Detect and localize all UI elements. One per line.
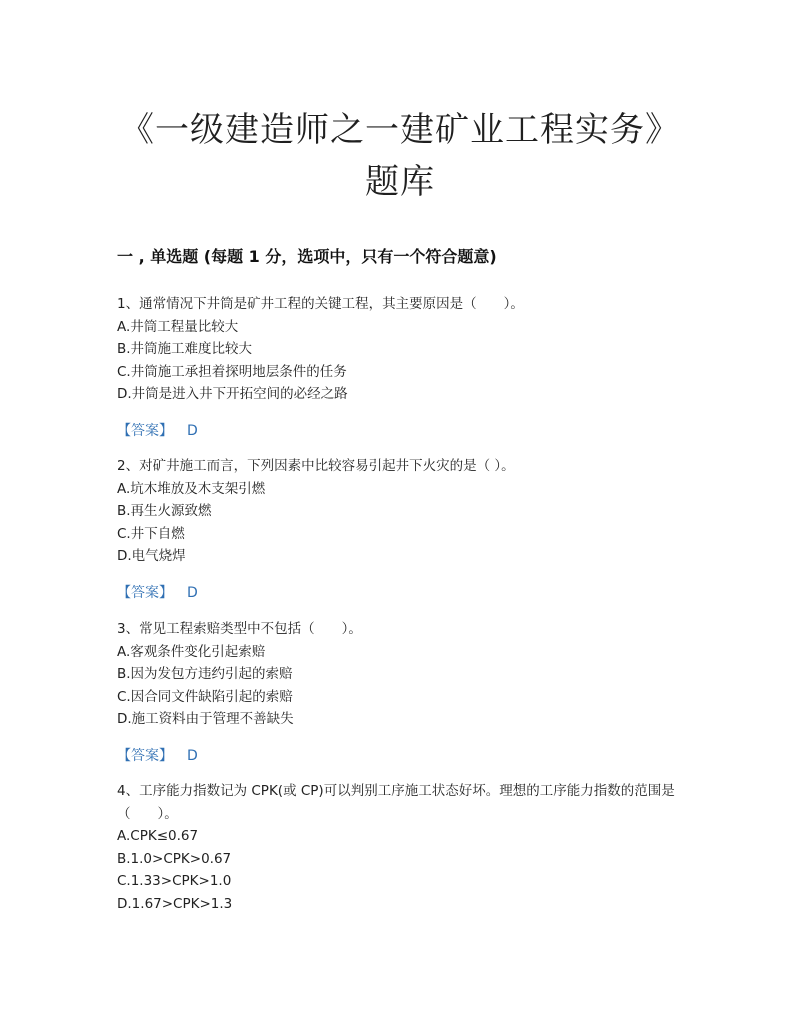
option-a: A.客观条件变化引起索赔: [117, 643, 266, 660]
answer-value: D: [187, 584, 198, 601]
option-a: A.坑木堆放及木支架引燃: [117, 480, 266, 497]
question-stem: 3、常见工程索赔类型中不包括（ ）。: [117, 621, 362, 637]
option-b: B.再生火源致燃: [117, 503, 212, 519]
question-2: [117, 455, 687, 604]
option-b: B.井筒施工难度比较大: [117, 341, 253, 357]
question-1: [117, 293, 687, 442]
option-c: C.井下自燃: [117, 525, 185, 542]
option-a: A.CPK≤0.67: [117, 828, 199, 844]
option-d: D.电气烧焊: [117, 548, 186, 564]
answer-value: D: [187, 747, 198, 764]
option-a: A.井筒工程量比较大: [117, 318, 239, 335]
option-c: C.1.33>CPK>1.0: [117, 873, 232, 889]
answer-label: 【答案】: [117, 422, 173, 439]
answer-value: D: [187, 422, 198, 439]
question-3: [117, 618, 687, 767]
option-d: D.施工资料由于管理不善缺失: [117, 711, 294, 727]
option-b: B.因为发包方违约引起的索赔: [117, 666, 293, 682]
option-c: C.因合同文件缺陷引起的索赔: [117, 688, 293, 705]
answer-line: [117, 582, 687, 604]
question-stem: 2、对矿井施工而言，下列因素中比较容易引起井下火灾的是（ ）。: [117, 458, 515, 474]
option-b: B.1.0>CPK>0.67: [117, 850, 232, 867]
document-subtitle: 题库: [365, 162, 435, 202]
answer-line: [117, 420, 687, 442]
question-4: [117, 780, 687, 915]
answer-label: 【答案】: [117, 584, 173, 601]
option-d: D.井筒是进入井下开拓空间的必经之路: [117, 386, 348, 402]
option-c: C.井筒施工承担着探明地层条件的任务: [117, 363, 347, 380]
answer-label: 【答案】: [117, 747, 173, 764]
document-title: 《一级建造师之一建矿业工程实务》: [120, 110, 680, 150]
section-heading: 一 , 单选题 (每题 1 分，选项中，只有一个符合题意): [117, 247, 497, 266]
answer-line: [117, 745, 687, 767]
question-stem: 4、工序能力指数记为 CPK(或 CP)可以判别工序施工状态好坏。理想的工序能力指数的范围是（ ）。: [117, 783, 675, 822]
option-d: D.1.67>CPK>1.3: [117, 895, 233, 912]
question-stem: 1、通常情况下井筒是矿井工程的关键工程，其主要原因是（ ）。: [117, 296, 524, 312]
